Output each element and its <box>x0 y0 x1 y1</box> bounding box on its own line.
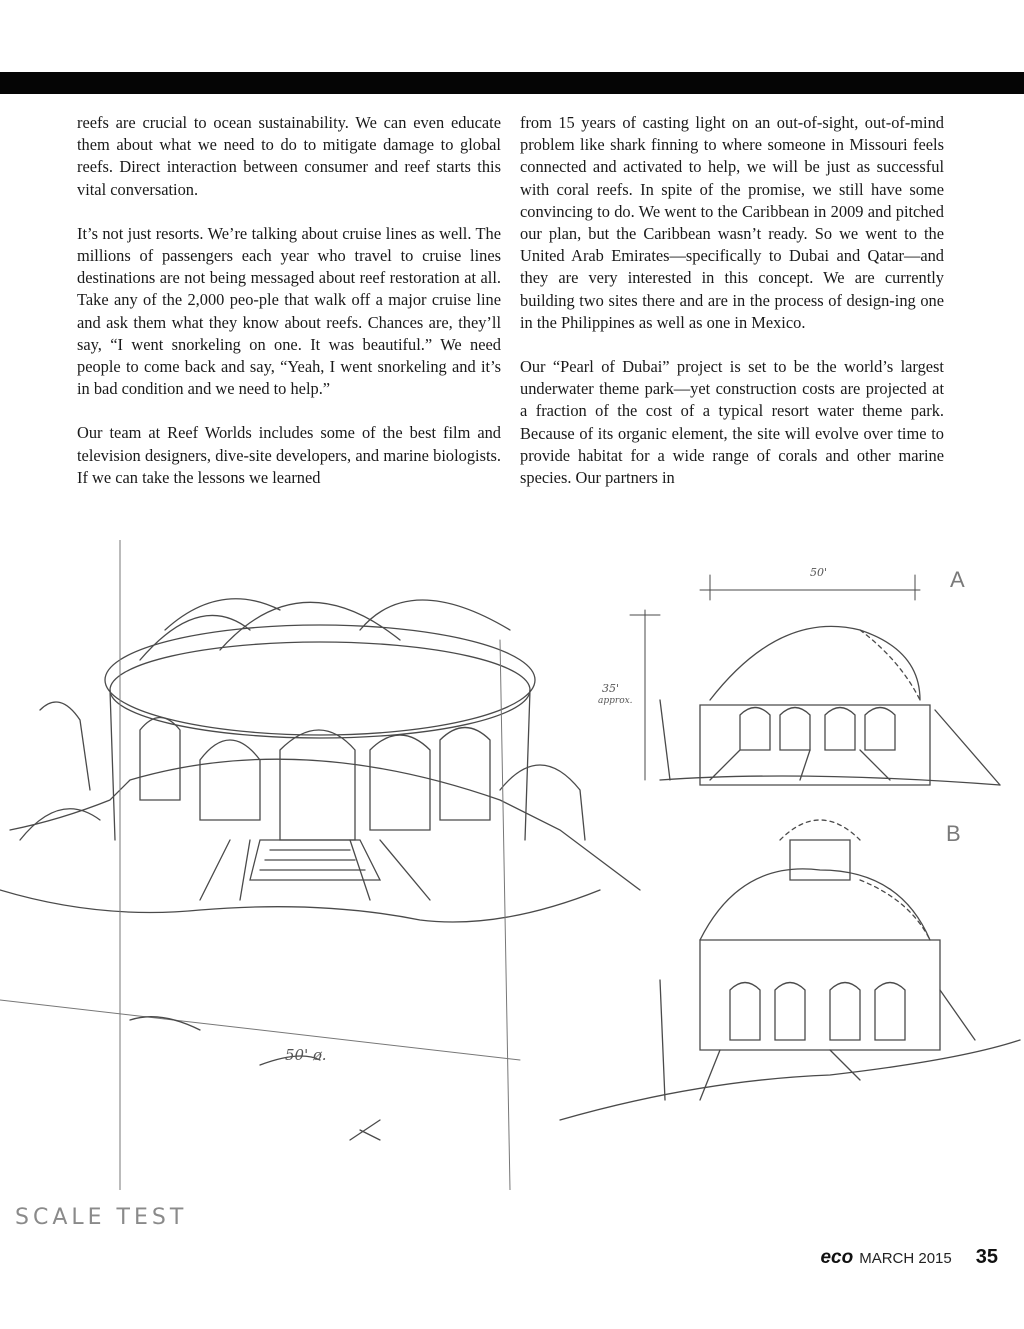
page-footer <box>820 1246 998 1269</box>
sketch-label-a: A <box>950 567 965 592</box>
issue-date: MARCH 2015 <box>859 1250 952 1267</box>
paragraph: Our team at Reef Worlds includes some of the best film and television designers, dive-site developers, and marine biologists. If we can take the lessons we learned <box>77 423 501 487</box>
dimension-diameter-main: 50' ø. <box>285 1046 327 1064</box>
rotunda-sketch-drawing <box>0 540 1024 1190</box>
paragraph: Our “Pearl of Dubai” project is set to be the world’s largest underwater theme park—yet construction costs are projected at a fraction of the cost of a typical resort water theme park. Because of its organic element, the site will evolve over time to provide habitat for a wide range of corals and other marine species. Our partners in <box>520 357 944 488</box>
magazine-logo: eco <box>820 1247 854 1268</box>
header-bar <box>0 72 1024 94</box>
concept-sketch <box>0 540 1024 1190</box>
sketch-label-b: B <box>946 821 961 846</box>
article-column-right <box>520 112 944 511</box>
dimension-approx-a: approx. <box>598 696 633 706</box>
paragraph: reefs are crucial to ocean sustainability. We can even educate them about what we need to do to mitigate damage to global reefs. Direct interaction between consumer and reef starts this vital conversation. <box>77 113 501 199</box>
paragraph: It’s not just resorts. We’re talking about cruise lines as well. The millions of passengers each year who travel to cruise lines destinations are not being messaged about reef restoration at all. Take any of the 2,000 peo-ple that walk off a major cruise line and ask them what they know about reefs. Chances are, they’ll say, “I went snorkeling on one. It was beautiful.” We need people to come back and say, “Yeah, I went snorkeling and it’s in bad condition and we need to help.” <box>77 223 501 399</box>
dimension-height-a: 35' <box>602 682 620 695</box>
dimension-width-a: 50' <box>810 566 828 579</box>
page-number: 35 <box>975 1246 998 1268</box>
article-column-left <box>77 112 501 511</box>
paragraph: from 15 years of casting light on an out-of-sight, out-of-mind problem like shark finning to where someone in Missouri feels connected and activated to help, we will be just as successful with coral reefs. In spite of the promise, we still have some convincing to do. We went to the Caribbean in 2009 and pitched our plan, but the Caribbean wasn’t ready. So we went to the United Arab Emirates—specifically to Dubai and Qatar—and they are very interested in this concept. We are currently building two sites there and are in the process of design-ing one in the Philippines as well as one in Mexico. <box>520 113 944 332</box>
sketch-caption: SCALE TEST <box>15 1205 188 1230</box>
